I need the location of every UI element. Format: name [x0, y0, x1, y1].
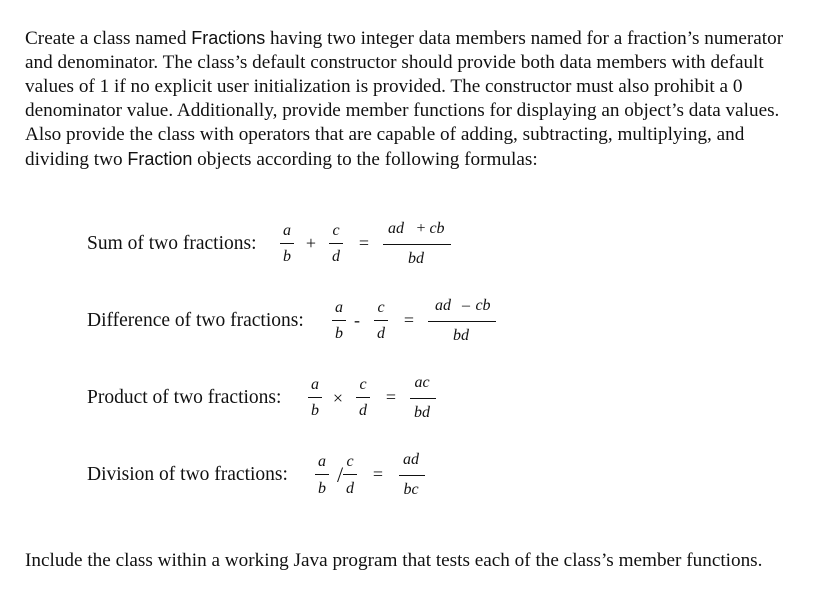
division-c: c — [346, 453, 354, 470]
difference-equals: = — [403, 310, 415, 330]
product-d: d — [359, 402, 367, 419]
difference-num-left: ad — [435, 297, 451, 314]
sum-d: d — [332, 248, 340, 265]
division-d: d — [346, 480, 354, 497]
difference-label: Difference of two fractions: — [87, 310, 304, 331]
division-label: Division of two fractions: — [87, 464, 288, 485]
product-result-bar — [410, 398, 436, 399]
difference-den: bd — [453, 327, 469, 344]
sum-b: b — [283, 248, 291, 265]
product-b: b — [311, 402, 319, 419]
division-den: bc — [403, 481, 419, 498]
product-c: c — [359, 376, 367, 393]
sum-num-right: cb — [429, 220, 445, 237]
division-result-bar — [399, 475, 425, 476]
difference-frac2-bar — [374, 320, 388, 321]
product-a: a — [311, 376, 319, 393]
difference-operator: - — [354, 310, 360, 330]
division-b: b — [318, 480, 326, 497]
class-name-fraction: Fraction — [127, 149, 193, 169]
sum-den: bd — [408, 250, 424, 267]
product-label: Product of two fractions: — [87, 387, 282, 408]
product-den: bd — [414, 404, 430, 421]
difference-d: d — [377, 325, 385, 342]
division-num: ad — [403, 451, 419, 468]
difference-c: c — [377, 299, 385, 316]
sum-num-left: ad — [388, 220, 404, 237]
product-num: ac — [414, 374, 430, 391]
product-frac2-bar — [356, 397, 370, 398]
division-a: a — [318, 453, 326, 470]
difference-result-bar — [428, 321, 496, 322]
class-name-fractions: Fractions — [191, 28, 266, 48]
sum-c: c — [332, 222, 340, 239]
intro-text-2: having two integer data members named for a fraction’s numerator and denominator. The class’s default constructor should provide both data members with default values of 1 if no explicit user initialization is provided. The constructor must also prohibit a 0 denominator value. Additionally, provide member functions for displaying an object’s data values. Also provide the class with operators that are capable of adding, subtracting, multiplying, and dividing two — [25, 28, 784, 170]
division-equals: = — [372, 464, 384, 484]
division-operator: / — [336, 462, 344, 487]
difference-num-right: cb — [475, 297, 491, 314]
sum-label: Sum of two fractions: — [87, 233, 257, 254]
difference-frac1-bar — [332, 320, 346, 321]
sum-operator: + — [305, 233, 317, 253]
product-operator: × — [332, 388, 344, 408]
sum-frac2-bar — [329, 243, 343, 244]
product-frac1-bar — [308, 397, 322, 398]
sum-frac1-bar — [280, 243, 294, 244]
product-equals: = — [385, 387, 397, 407]
difference-num-op: – — [462, 297, 470, 314]
division-frac2-bar — [343, 474, 357, 475]
closing-statement: Include the class within a working Java program that tests each of the class’s member functions. — [25, 550, 763, 571]
difference-a: a — [335, 299, 343, 316]
sum-num-op: + — [416, 220, 426, 237]
division-frac1-bar — [315, 474, 329, 475]
sum-equals: = — [358, 233, 370, 253]
sum-result-bar — [383, 244, 451, 245]
intro-text-1: Create a class named — [25, 28, 192, 49]
intro-text-3: objects according to the following formulas: — [192, 149, 538, 170]
difference-b: b — [335, 325, 343, 342]
sum-a: a — [283, 222, 291, 239]
